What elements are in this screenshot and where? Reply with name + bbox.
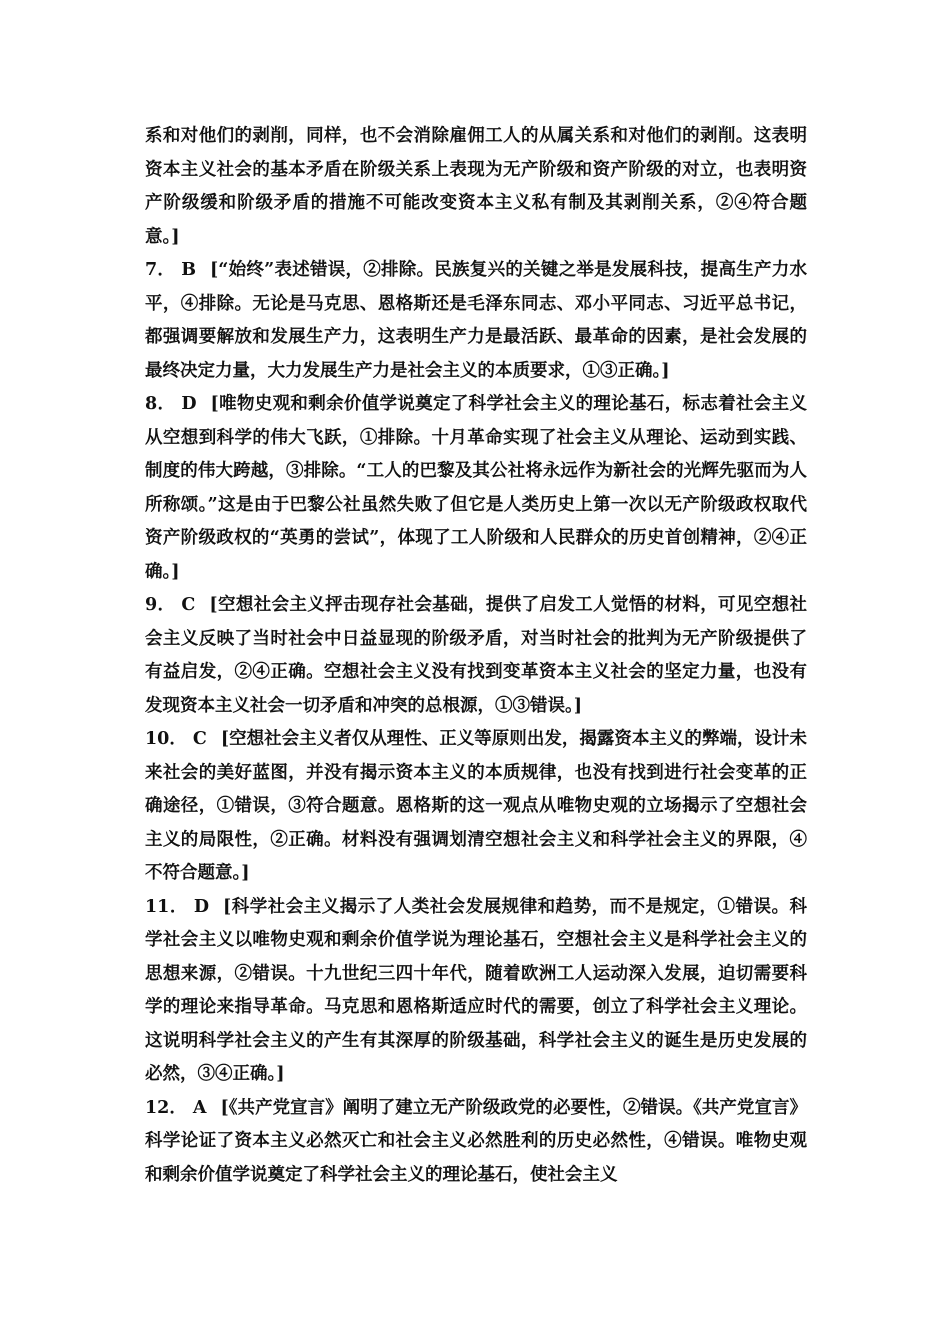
item-explanation: [“始终”表述错误，②排除。民族复兴的关键之举是发展科技，提高生产力水平，④排除。无论是马克思、恩格斯还是毛泽东同志、邓小平同志、习近平总书记，都强调要解放和发展生产力，这表明生产力是最活跃、最革命的因素，是社会发展的最终决定力量，大力发展生产力是社会主义的本质要求，①③正确。] xyxy=(145,260,807,381)
answer-letter: C xyxy=(181,595,196,615)
answer-item-8 xyxy=(145,388,807,589)
item-explanation: [唯物史观和剩余价值学说奠定了科学社会主义的理论基石，标志着社会主义从空想到科学的伟大飞跃，①排除。十月革命实现了社会主义从理论、运动到实践、制度的伟大跨越，③排除。“工人的巴黎及其公社将永远作为新社会的光辉先驱而为人所称颂。”这是由于巴黎公社虽然失败了但它是人类历史上第一次以无产阶级政权取代资产阶级政权的“英勇的尝试”，体现了工人阶级和人民群众的历史首创精神，②④正确。] xyxy=(145,394,807,582)
answer-explanations xyxy=(145,120,807,1192)
item-number: 10． xyxy=(145,729,187,749)
answer-letter: C xyxy=(192,729,207,749)
item-number: 9． xyxy=(145,595,176,615)
item-header xyxy=(145,595,209,615)
answer-letter: B xyxy=(181,260,196,280)
item-explanation: [《共产党宣言》阐明了建立无产阶级政党的必要性，②错误。《共产党宣言》科学论证了资本主义必然灭亡和社会主义必然胜利的历史必然性，④错误。唯物史观和剩余价值学说奠定了科学社会主义的理论基石，使社会主义 xyxy=(145,1097,807,1185)
item-header xyxy=(145,729,221,749)
answer-item-9 xyxy=(145,589,807,723)
answer-letter: D xyxy=(181,394,197,414)
answer-item-11 xyxy=(145,891,807,1092)
item-explanation: [空想社会主义抨击现存社会基础，提供了启发工人觉悟的材料，可见空想社会主义反映了当时社会中日益显现的阶级矛盾，对当时社会的批判为无产阶级提供了有益启发，②④正确。空想社会主义没有找到变革资本主义社会的坚定力量，也没有发现资本主义社会一切矛盾和冲突的总根源，①③错误。] xyxy=(145,595,807,716)
item-number: 7． xyxy=(145,260,176,280)
answer-letter: A xyxy=(192,1097,207,1118)
answer-item-7 xyxy=(145,254,807,388)
answer-item-10 xyxy=(145,723,807,891)
item-header xyxy=(145,1098,220,1118)
item-number: 12． xyxy=(145,1097,187,1118)
item-header xyxy=(145,897,223,917)
item-header xyxy=(145,260,210,280)
answer-letter: D xyxy=(193,896,210,917)
item-number: 11． xyxy=(145,896,188,917)
item-header xyxy=(145,394,211,414)
item-explanation: [空想社会主义者仅从理性、正义等原则出发，揭露资本主义的弊端，设计未来社会的美好蓝图，并没有揭示资本主义的本质规律，也没有找到进行社会变革的正确途径，①错误，③符合题意。恩格斯的这一观点从唯物史观的立场揭示了空想社会主义的局限性，②正确。材料没有强调划清空想社会主义和科学社会主义的界限，④不符合题意。] xyxy=(145,729,808,883)
item-number: 8． xyxy=(145,394,176,414)
continued-paragraph: 系和对他们的剥削，同样，也不会消除雇佣工人的从属关系和对他们的剥削。这表明资本主义社会的基本矛盾在阶级关系上表现为无产阶级和资产阶级的对立，也表明资产阶级缓和阶级矛盾的措施不可能改变资本主义私有制及其剥削关系，②④符合题意。] xyxy=(145,126,807,247)
item-explanation: [科学社会主义揭示了人类社会发展规律和趋势，而不是规定，①错误。科学社会主义以唯物史观和剩余价值学说为理论基石，空想社会主义是科学社会主义的思想来源，②错误。十九世纪三四十年代，随着欧洲工人运动深入发展，迫切需要科学的理论来指导革命。马克思和恩格斯适应时代的需要，创立了科学社会主义理论。这说明科学社会主义的产生有其深厚的阶级基础，科学社会主义的诞生是历史发展的必然，③④正确。] xyxy=(145,896,807,1084)
answer-item-12 xyxy=(145,1092,807,1193)
